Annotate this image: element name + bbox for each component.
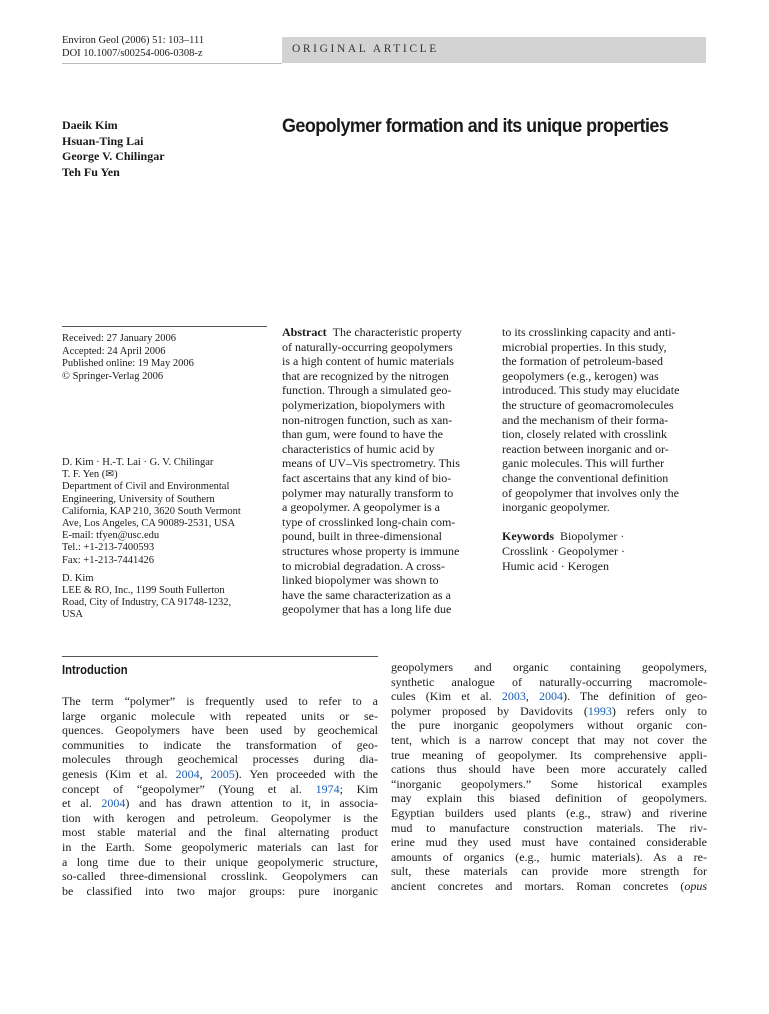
affiliation-line: T. F. Yen (✉)	[62, 469, 118, 481]
body-line: ancient concretes and mortars. Roman concretes (opus	[391, 878, 707, 893]
body-line: concept of “geopolymer” (Young et al. 1974; Kim	[62, 781, 378, 796]
body-line: quences. Geopolymers have been used by geochemical	[62, 723, 378, 738]
keywords-block	[502, 529, 708, 544]
body-line: in the Earth. Some geopolymeric materials can last for	[62, 839, 378, 854]
abstract-text: means of UV–Vis spectrometry. This	[282, 456, 460, 471]
abstract-text: type of crosslinked long-chain com-	[282, 514, 456, 529]
affiliation-line: California, KAP 210, 3620 South Vermont	[62, 505, 241, 517]
body-line: cations thus should have been more accurately called	[391, 762, 707, 777]
author-name: Hsuan-Ting Lai	[62, 133, 144, 148]
citation-link[interactable]: 2004	[539, 689, 564, 704]
abstract-text: to its crosslinking capacity and anti-	[502, 325, 676, 339]
abstract-text: inorganic geopolymer.	[502, 500, 610, 515]
dates-divider	[62, 326, 267, 327]
abstract-column-1	[282, 325, 490, 617]
author-name: Daeik Kim	[62, 118, 118, 132]
abstract-text: function. Through a simulated geo-	[282, 383, 452, 398]
body-column-1	[62, 694, 378, 898]
body-line: synthetic analogue of naturally-occurring macromole-	[391, 674, 707, 689]
article-title: Geopolymer formation and its unique properties	[282, 115, 669, 137]
abstract-text: the structure of geomacromolecules	[502, 397, 674, 412]
keyword-text: Humic acid · Kerogen	[502, 558, 609, 573]
published-date: Published online: 19 May 2006	[62, 358, 194, 369]
abstract-text: ganic molecules. This will further	[502, 456, 665, 471]
body-column-2	[391, 660, 707, 894]
abstract-text: microbial properties. In this study,	[502, 339, 667, 354]
affiliation-line: D. Kim · H.-T. Lai · G. V. Chilingar	[62, 457, 214, 468]
abstract-text: characteristics of humic acid by	[282, 441, 435, 456]
abstract-text: The characteristic property	[332, 325, 462, 339]
abstract-text: of geopolymer that involves only the	[502, 485, 679, 500]
publication-dates	[62, 333, 194, 383]
body-line: polymer proposed by Davidovits (1993) refers only to	[391, 703, 707, 718]
body-line: molecules through geochemical processes during dia-	[62, 752, 378, 767]
body-line: genesis (Kim et al. 2004, 2005). Yen proceeded with the	[62, 766, 378, 781]
abstract-text: polymerization, biopolymers with	[282, 397, 445, 412]
affiliation-line: D. Kim	[62, 572, 94, 584]
body-line: so-called three-dimensional crosslink. Geopolymers can	[62, 869, 378, 884]
abstract-text: polymer may naturally transform to	[282, 485, 454, 500]
abstract-text: change the conventional definition	[502, 470, 669, 485]
article-type-banner	[282, 37, 706, 63]
abstract-text: reaction between inorganic and or-	[502, 441, 669, 456]
author-name: Teh Fu Yen	[62, 164, 120, 179]
journal-volume-line: Environ Geol (2006) 51: 103–111	[62, 35, 205, 46]
citation-link[interactable]: 2005	[210, 766, 235, 781]
body-line: sult, these materials can provide more strength for	[391, 864, 707, 879]
abstract-text: tion, closely related with crosslink	[502, 427, 667, 442]
affiliation-line: Engineering, University of Southern	[62, 493, 215, 505]
body-line: a long time due to their unique geopolymeric structure,	[62, 854, 378, 869]
abstract-text: non-nitrogen function, such as xan-	[282, 412, 453, 427]
introduction-divider	[62, 656, 378, 657]
article-type-label: ORIGINAL ARTICLE	[292, 43, 439, 55]
citation-link[interactable]: 1974	[315, 781, 340, 796]
abstract-text: linked biopolymer was shown to	[282, 573, 439, 588]
body-line: geopolymers and organic containing geopolymers,	[391, 660, 707, 674]
body-line: tent, which is a narrow concept that may not cover the	[391, 732, 707, 747]
affiliation-line: Road, City of Industry, CA 91748-1232,	[62, 597, 232, 609]
received-date: Received: 27 January 2006	[62, 333, 177, 344]
body-line: tion with kerogen and petroleum. Geopolymer is the	[62, 810, 378, 825]
abstract-text: of naturally-occurring geopolymers	[282, 339, 453, 354]
abstract-text: a geopolymer. A geopolymer is a	[282, 500, 440, 515]
body-line: “inorganic geopolymers.” Some historical examples	[391, 776, 707, 791]
affiliation-line: LEE & RO, Inc., 1199 South Fullerton	[62, 585, 225, 597]
email-line: E-mail: tfyen@usc.edu	[62, 530, 160, 542]
abstract-text: the formation of petroleum-based	[502, 354, 663, 369]
author-list	[62, 118, 165, 180]
body-line: most stable material and the final alternating product	[62, 825, 378, 840]
body-line: et al. 2004) and has drawn attention to it, in associa-	[62, 796, 378, 811]
abstract-text: geopolymer that has a long life due	[282, 602, 452, 617]
body-line: the pure inorganic geopolymers without organic con-	[391, 718, 707, 733]
abstract-text: introduced. This study may elucidate	[502, 383, 680, 398]
author-name: George V. Chilingar	[62, 149, 165, 163]
abstract-column-2	[502, 325, 708, 573]
citation-link[interactable]: 2003	[501, 689, 526, 704]
affiliation-line: Department of Civil and Environmental	[62, 481, 230, 493]
body-line: erine mud they used must have contained considerable	[391, 835, 707, 850]
body-line: communities to indicate the transformation of geo-	[62, 737, 378, 752]
abstract-text: than gum, were found to have the	[282, 427, 443, 442]
abstract-text: is a high content of humic materials	[282, 354, 454, 369]
abstract-text: to microbial degradation. A cross-	[282, 558, 445, 573]
phone-line: Tel.: +1-213-7400593	[62, 542, 155, 554]
citation-link[interactable]: 2004	[101, 796, 126, 811]
body-line: may explain this biased definition of geopolymers.	[391, 791, 707, 806]
abstract-text: have the same characterization as a	[282, 587, 451, 602]
body-line: The term “polymer” is frequently used to refer to a	[62, 694, 378, 708]
doi-line: DOI 10.1007/s00254-006-0308-z	[62, 48, 203, 59]
citation-link[interactable]: 1993	[587, 703, 612, 718]
abstract-text: structures whose property is immune	[282, 543, 460, 558]
affiliation-line: USA	[62, 609, 84, 621]
abstract-text: geopolymers (e.g., kerogen) was	[502, 368, 659, 383]
journal-citation	[62, 34, 204, 60]
abstract-label: Abstract	[282, 325, 327, 339]
abstract-text: fact ascertains that any kind of bio-	[282, 470, 452, 485]
body-line: true meaning of geopolymer. Its comprehensive appli-	[391, 747, 707, 762]
body-line: large organic molecule with repeated units or se-	[62, 708, 378, 723]
affiliation-line: Ave, Los Angeles, CA 90089-2531, USA	[62, 518, 236, 530]
keyword-text: Crosslink · Geopolymer ·	[502, 543, 625, 558]
abstract-text: and the mechanism of their forma-	[502, 412, 669, 427]
abstract-text: pound, built in three-dimensional	[282, 529, 442, 544]
fax-line: Fax: +1-213-7441426	[62, 554, 154, 566]
citation-link[interactable]: 2004	[175, 766, 200, 781]
header-divider	[62, 63, 282, 64]
keywords-label: Keywords	[502, 529, 554, 544]
abstract-text: that are recognized by the nitrogen	[282, 368, 449, 383]
body-line: cules (Kim et al. 2003, 2004). The definition of geo-	[391, 689, 707, 704]
body-line: amounts of organics (e.g., humic materials). As a re-	[391, 849, 707, 864]
body-line: be classified into two major groups: pure inorganic	[62, 883, 378, 898]
body-line: Egyptian builders used plants (e.g., straw) and riverine	[391, 805, 707, 820]
keyword-text: Biopolymer ·	[560, 529, 625, 544]
introduction-heading: Introduction	[62, 663, 128, 677]
author-affiliations	[62, 457, 277, 622]
accepted-date: Accepted: 24 April 2006	[62, 345, 166, 357]
copyright-line: © Springer-Verlag 2006	[62, 370, 164, 382]
body-line: mud to manufacture construction materials. The riv-	[391, 820, 707, 835]
